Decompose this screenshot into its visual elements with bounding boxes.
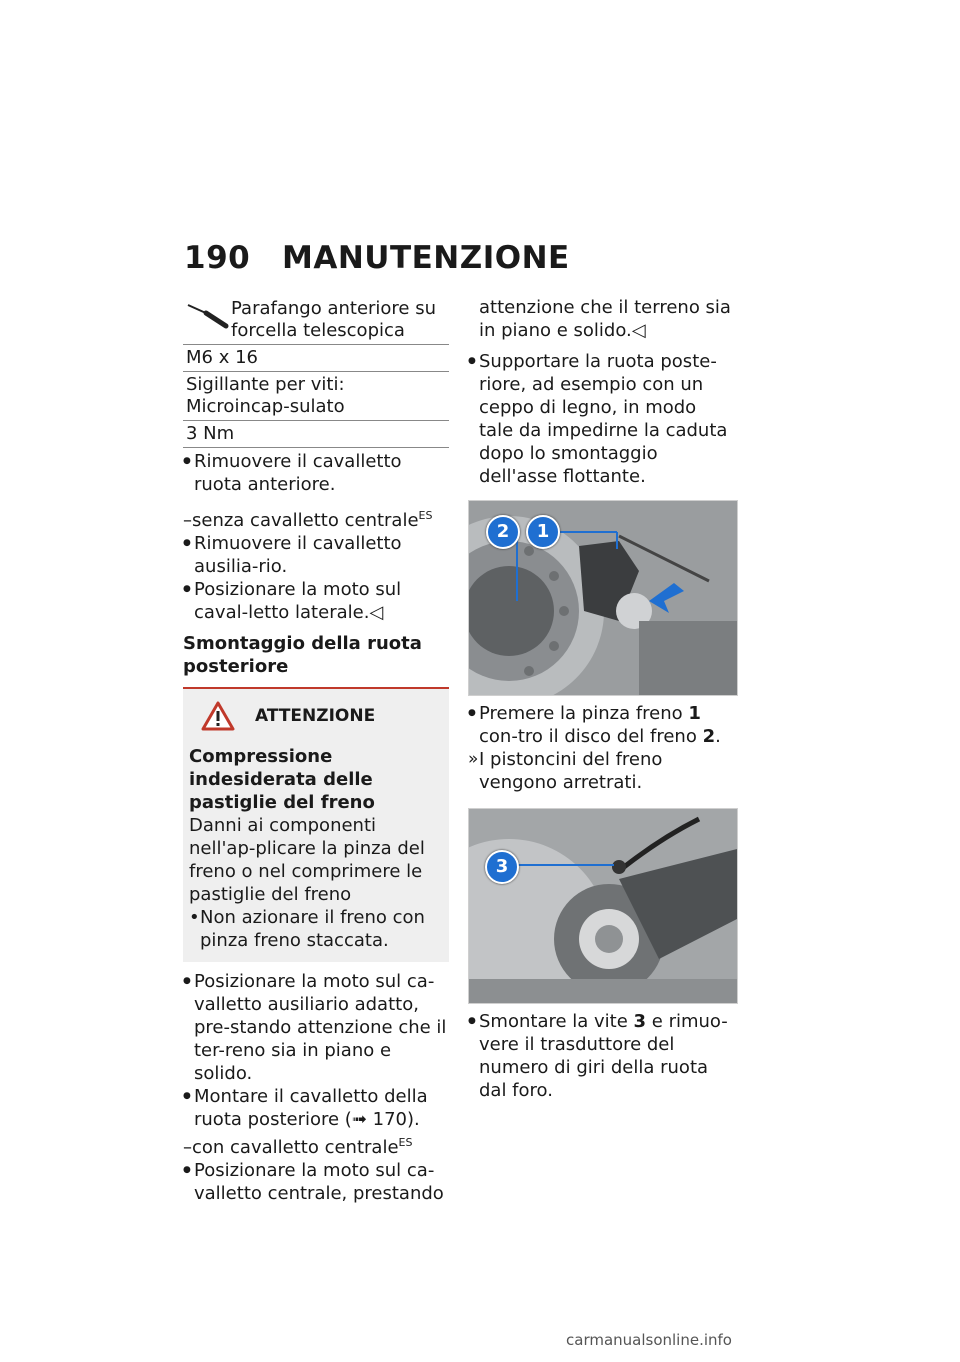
step-item: ● Montare il cavalletto della ruota posteriore (➟ 170). [183, 1085, 449, 1131]
warning-label: ATTENZIONE [255, 705, 376, 726]
step-item: ● Posizionare la moto sul ca-valletto centrale, prestando [183, 1159, 449, 1205]
warning-header [189, 701, 443, 731]
step-item: ● Supportare la ruota poste-riore, ad esempio con un ceppo di legno, in modo tale da impedirne la caduta dopo lo smontaggio dell'asse flottante. [468, 350, 734, 488]
watermark: carmanualsonline.info [566, 1331, 732, 1349]
page-number: 190 [184, 240, 251, 276]
step-item: ● Premere la pinza freno 1 con-tro il disco del freno 2. [468, 702, 734, 748]
figure-speed-sensor [468, 808, 738, 1004]
warning-box [183, 689, 449, 962]
callout-2: 2 [486, 515, 520, 549]
figure-brake-caliper [468, 500, 738, 696]
step-continuation: attenzione che il terreno sia in piano e solido.◁ [479, 297, 731, 341]
page-title: MANUTENZIONE [282, 240, 570, 276]
step-item: ● Posizionare la moto sul caval-letto laterale.◁ [183, 578, 449, 624]
step-item: ● Smontare la vite 3 e rimuo-vere il trasduttore del numero di giri della ruota dal foro. [468, 1010, 734, 1102]
condition-line: –con cavalletto centrale$^{ES}$ [183, 1136, 413, 1158]
callout-3: 3 [485, 850, 519, 884]
step-item: ● Rimuovere il cavalletto ausilia-rio. [183, 532, 449, 578]
tool-row: 3 Nm [183, 421, 449, 448]
screwdriver-icon [186, 302, 231, 330]
page-header [184, 240, 570, 276]
step-item: ● Rimuovere il cavalletto ruota anteriore. [183, 450, 449, 496]
tool-name: Parafango anteriore su forcella telescopica [231, 298, 437, 341]
section-title: Smontaggio della ruota posteriore [183, 633, 422, 677]
result-item: » I pistoncini del freno vengono arretrati. [468, 748, 734, 794]
column-left [183, 296, 449, 1205]
condition-line: –senza cavalletto centrale$^{ES}$ [183, 509, 433, 531]
speed-sensor-illustration [469, 809, 737, 1003]
warning-bullet: • Non azionare il freno con pinza freno staccata. [189, 906, 443, 952]
warning-triangle-icon [201, 701, 235, 731]
tool-row: Sigillante per viti: Microincap-sulato [183, 372, 449, 421]
callout-1: 1 [526, 515, 560, 549]
tool-row: M6 x 16 [183, 345, 449, 372]
column-right [468, 296, 734, 1102]
page-reference: ➟ 170). [351, 1109, 420, 1130]
warning-title: Compressione indesiderata delle pastiglie del freno [189, 746, 375, 813]
tool-table [183, 296, 449, 448]
step-item: ● Posizionare la moto sul ca-valletto ausiliario adatto, pre-stando attenzione che il ter-reno sia in piano e solido. [183, 970, 449, 1085]
warning-text: Danni ai componenti nell'ap-plicare la pinza del freno o nel comprimere le pastiglie del freno [189, 815, 425, 905]
